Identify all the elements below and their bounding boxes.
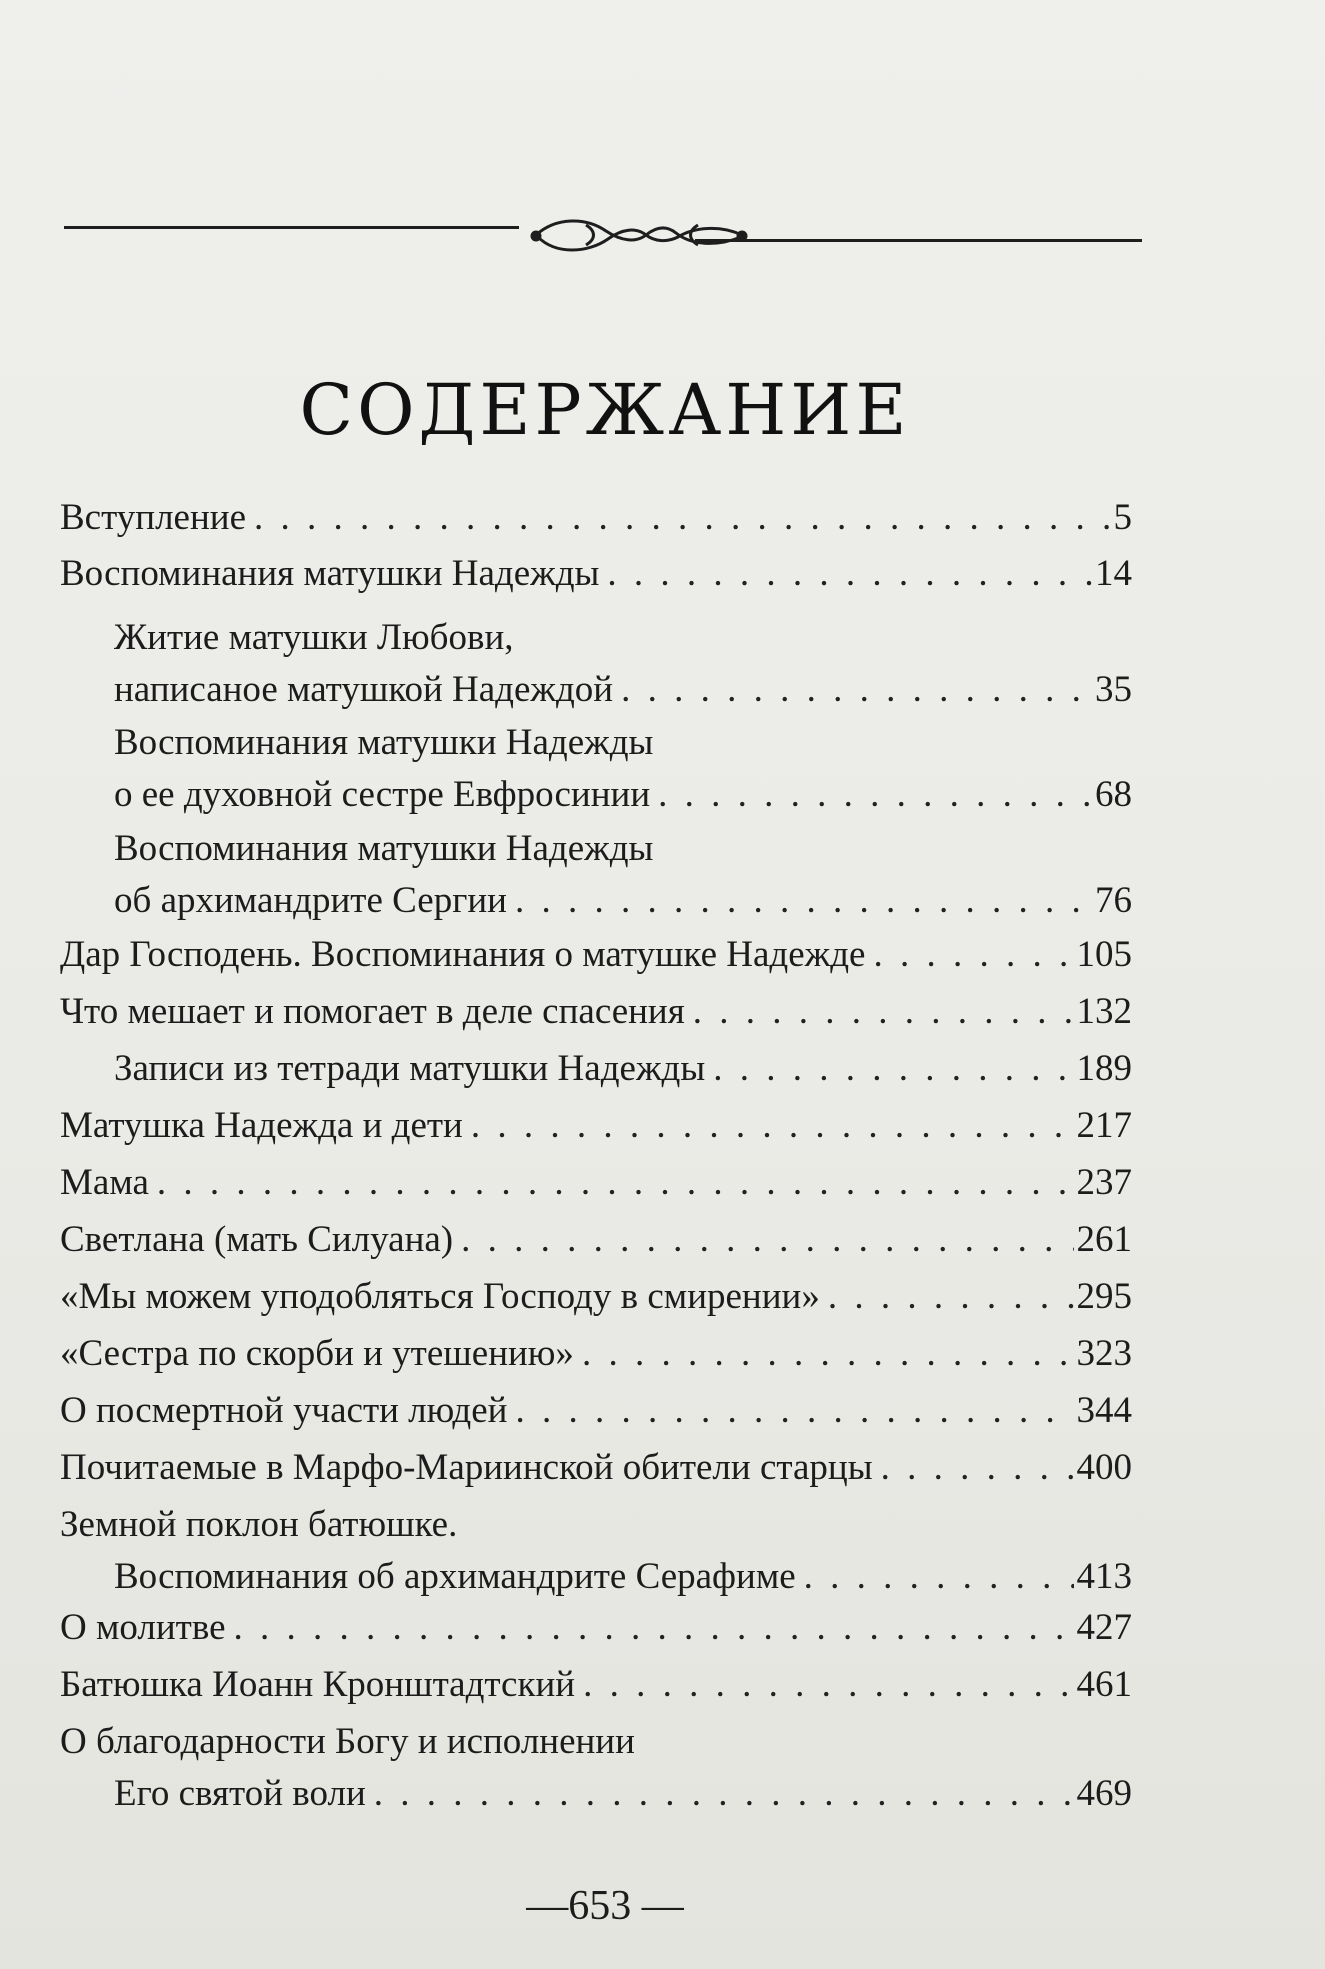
toc-leader-dots xyxy=(374,1768,1074,1820)
toc-entry[interactable] xyxy=(60,1100,1132,1152)
toc-page-number: 132 xyxy=(1076,991,1132,1032)
toc-page-number: 68 xyxy=(1095,774,1132,815)
toc-leader-dots xyxy=(515,1385,1073,1437)
toc-entry-title-continued: Его святой воли xyxy=(114,1773,366,1814)
header-ornament xyxy=(64,205,1142,265)
toc-leader-dots xyxy=(873,929,1073,981)
ornament-rule-left xyxy=(64,226,519,229)
toc-entry-title: Земной поклон батюшке. xyxy=(60,1504,458,1545)
toc-page-number: 261 xyxy=(1076,1219,1132,1260)
page-title: СОДЕРЖАНИЕ xyxy=(299,368,911,451)
toc-page-number: 237 xyxy=(1076,1162,1132,1203)
toc-entry-title: О молитве xyxy=(60,1607,226,1648)
toc-entry[interactable] xyxy=(60,1328,1132,1380)
toc-entry-title: «Мы можем уподобляться Господу в смирении» xyxy=(60,1276,820,1317)
toc-entry[interactable] xyxy=(60,1043,1132,1095)
toc-entry[interactable] xyxy=(60,1716,1132,1820)
toc-page-number: 323 xyxy=(1076,1333,1132,1374)
toc-entry[interactable] xyxy=(60,1442,1132,1494)
ornament-rule-right xyxy=(695,239,1142,242)
toc-entry[interactable] xyxy=(60,1659,1132,1711)
toc-leader-dots xyxy=(621,664,1092,716)
toc-entry[interactable] xyxy=(60,929,1132,981)
toc-leader-dots xyxy=(713,1043,1073,1095)
toc-leader-dots xyxy=(234,1602,1074,1654)
toc-entry[interactable] xyxy=(60,1602,1132,1654)
toc-page-number: 76 xyxy=(1095,880,1132,921)
toc-entry-title: О посмертной участи людей xyxy=(60,1390,508,1431)
toc-entry-title: «Сестра по скорби и утешению» xyxy=(60,1333,574,1374)
toc-leader-dots xyxy=(881,1442,1074,1494)
toc-entry-title: О благодарности Богу и исполнении xyxy=(60,1721,635,1762)
toc-page-number: 344 xyxy=(1076,1390,1132,1431)
toc-page-number: 400 xyxy=(1076,1447,1132,1488)
toc-page-number: 14 xyxy=(1095,553,1132,594)
toc-entry[interactable] xyxy=(60,823,1132,927)
toc-entry[interactable] xyxy=(60,612,1132,716)
toc-entry-title: Воспоминания матушки Надежды xyxy=(114,828,654,869)
toc-page-number: 35 xyxy=(1095,669,1132,710)
toc-leader-dots xyxy=(254,492,1111,544)
toc-leader-dots xyxy=(828,1271,1074,1323)
toc-leader-dots xyxy=(461,1214,1073,1266)
toc-page-number: 295 xyxy=(1076,1276,1132,1317)
toc-entry-title: Записи из тетради матушки Надежды xyxy=(114,1048,706,1089)
toc-page-number: 413 xyxy=(1076,1556,1132,1597)
toc-entry[interactable] xyxy=(60,1499,1132,1603)
toc-entry-title: Что мешает и помогает в деле спасения xyxy=(60,991,685,1032)
toc-leader-dots xyxy=(658,769,1092,821)
toc-entry[interactable] xyxy=(60,1385,1132,1437)
toc-entry-title: Мама xyxy=(60,1162,149,1203)
toc-leader-dots xyxy=(471,1100,1074,1152)
toc-entry[interactable] xyxy=(60,717,1132,821)
toc-leader-dots xyxy=(804,1551,1074,1603)
toc-page-number: 427 xyxy=(1076,1607,1132,1648)
toc-entry-title: Батюшка Иоанн Кронштадтский xyxy=(60,1664,576,1705)
toc-entry-title-continued: об архимандрите Сергии xyxy=(114,880,507,921)
toc-page-number: 5 xyxy=(1113,497,1132,538)
toc-entry[interactable] xyxy=(60,986,1132,1038)
toc-leader-dots xyxy=(607,548,1092,600)
page-number: —653 — xyxy=(526,1883,684,1929)
toc-entry-title: Дар Господень. Воспоминания о матушке Надежде xyxy=(60,934,866,975)
toc-entry-title: Матушка Надежда и дети xyxy=(60,1105,463,1146)
toc-entry-title: Вступление xyxy=(60,497,246,538)
toc-page-number: 105 xyxy=(1076,934,1132,975)
toc-entry[interactable] xyxy=(60,492,1132,544)
toc-page-number: 189 xyxy=(1076,1048,1132,1089)
flourish-ornament-icon xyxy=(526,211,756,259)
toc-leader-dots xyxy=(693,986,1074,1038)
toc-entry-title: Житие матушки Любови, xyxy=(114,617,514,658)
toc-leader-dots xyxy=(157,1157,1074,1209)
toc-leader-dots xyxy=(515,875,1092,927)
toc-leader-dots xyxy=(583,1659,1073,1711)
toc-page-number: 217 xyxy=(1076,1105,1132,1146)
toc-entry-title: Воспоминания матушки Надежды xyxy=(60,553,600,594)
toc-entry-title-continued: Воспоминания об архимандрите Серафиме xyxy=(114,1556,796,1597)
toc-page-number: 469 xyxy=(1076,1773,1132,1814)
toc-entry-title: Воспоминания матушки Надежды xyxy=(114,722,654,763)
toc-entry[interactable] xyxy=(60,1214,1132,1266)
toc-entry[interactable] xyxy=(60,548,1132,600)
toc-entry[interactable] xyxy=(60,1157,1132,1209)
toc-entry-title-continued: написаное матушкой Надеждой xyxy=(114,669,614,710)
toc-page-number: 461 xyxy=(1076,1664,1132,1705)
toc-entry-title-continued: о ее духовной сестре Евфросинии xyxy=(114,774,651,815)
toc-entry[interactable] xyxy=(60,1271,1132,1323)
toc-entry-title: Светлана (мать Силуана) xyxy=(60,1219,454,1260)
toc-leader-dots xyxy=(582,1328,1074,1380)
toc-entry-title: Почитаемые в Марфо-Мариинской обители старцы xyxy=(60,1447,873,1488)
